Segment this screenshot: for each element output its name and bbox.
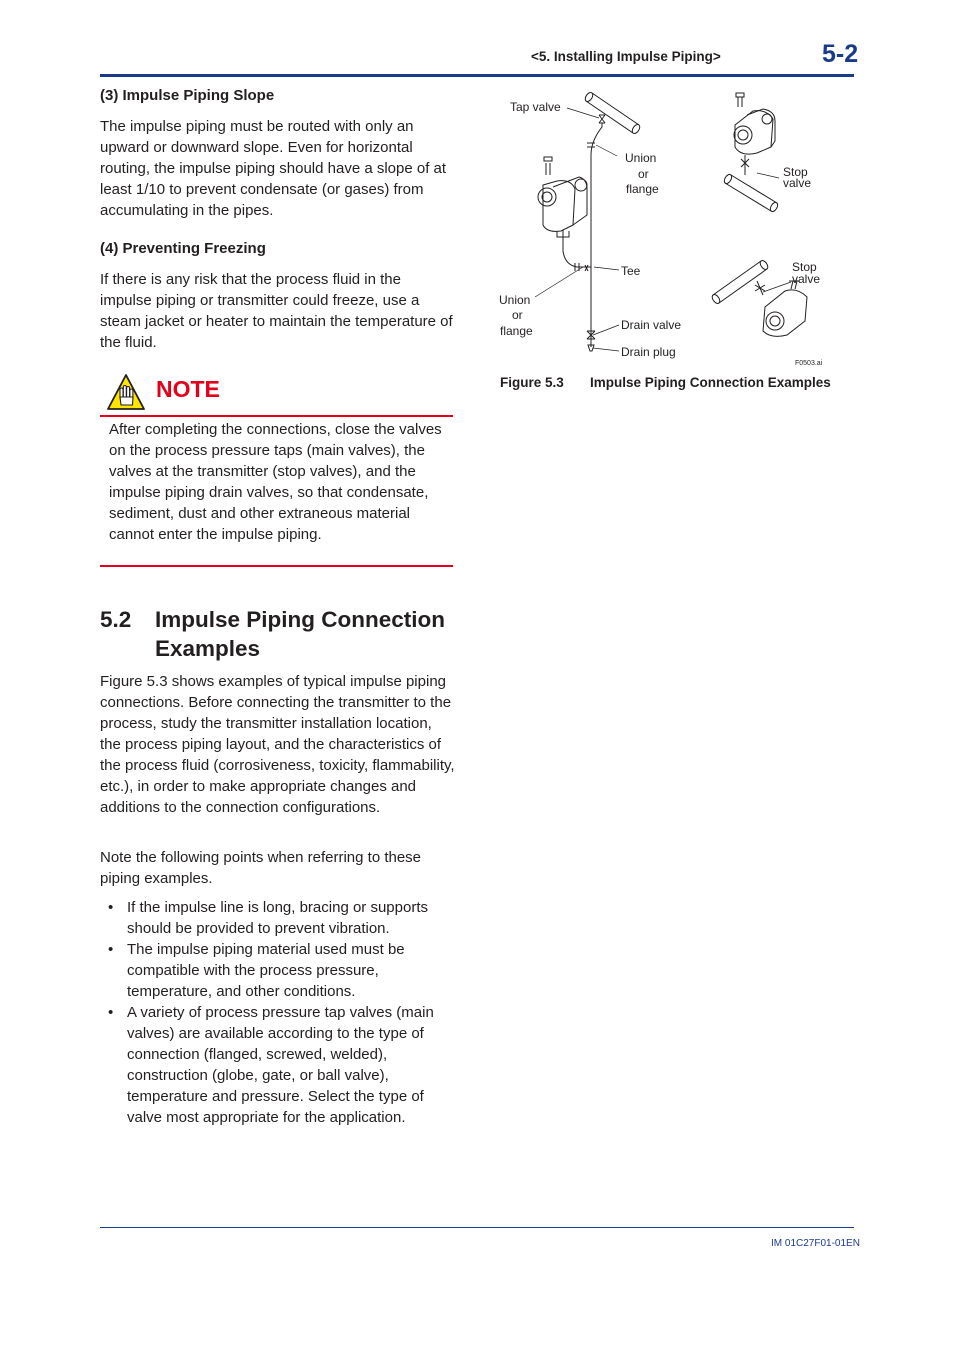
process-pipe-top-right	[723, 173, 779, 213]
label-tee: Tee	[621, 264, 641, 278]
label-stop-valve-2: Stop	[792, 260, 817, 274]
list-item: • A variety of process pressure tap valves (main valves) are available according to the type of connection (flanged, screwed, welded), construction (globe, gate, or ball valve), temperature and pressure. Select the type of valve most appropriate for the application.	[100, 1002, 450, 1128]
note-title: NOTE	[156, 376, 220, 402]
transmitter-left	[538, 157, 587, 237]
note-body: After completing the connections, close the valves on the process pressure taps (main valves), the valves at the transmitter (stop valves), and the impulse piping drain valves, so that condensate, sediment, dust and other extraneous material cannot enter the impulse piping.	[109, 421, 442, 543]
caution-hand-icon	[106, 373, 146, 411]
figure-file-id: F0503.ai	[795, 360, 823, 367]
transmitter-top-right	[734, 93, 775, 175]
label-union-2-flange: flange	[500, 324, 533, 338]
label-stop-valve-1: Stop	[783, 165, 808, 179]
note-bottom-rule	[100, 565, 453, 567]
label-union-2-or: or	[512, 308, 523, 322]
document-id: IM 01C27F01-01EN	[771, 1238, 860, 1249]
list-item: • If the impulse line is long, bracing or supports should be provided to prevent vibration.	[100, 897, 450, 939]
process-pipe-bottom-right	[711, 259, 770, 305]
section-title-line2: Examples	[155, 636, 261, 661]
note-top-rule	[100, 415, 453, 417]
freezing-paragraph: If there is any risk that the process fluid in the impulse piping or transmitter could freeze, use a steam jacket or heater to maintain the temperature of the fluid.	[100, 271, 453, 351]
heading-impulse-piping-slope: (3) Impulse Piping Slope	[100, 87, 275, 104]
process-pipe-left	[584, 91, 642, 135]
label-drain-valve: Drain valve	[621, 318, 682, 332]
figure-caption-number: Figure 5.3	[500, 375, 564, 390]
label-union-1-flange: flange	[626, 182, 659, 196]
running-header: <5. Installing Impulse Piping>	[531, 49, 721, 64]
heading-preventing-freezing: (4) Preventing Freezing	[100, 240, 266, 257]
section-title-line1: Impulse Piping Connection	[155, 607, 446, 632]
page-number: 5-2	[822, 40, 859, 68]
header-rule	[100, 74, 854, 77]
list-item: • The impulse piping material used must be compatible with the process pressure, temperature, and other conditions.	[100, 939, 450, 1002]
label-union-1: Union	[625, 151, 657, 165]
tap-valve-symbol	[599, 115, 605, 123]
intro-paragraph: Figure 5.3 shows examples of typical impulse piping connections. Before connecting the transmitter to the process, study the transmitter installation location, the process piping layout, and the characteristics of the process fluid (corrosiveness, toxicity, flammability, etc.), in order to make appropriate changes and additions to the connection configurations.	[100, 673, 455, 816]
footer-rule	[100, 1227, 854, 1228]
label-drain-plug: Drain plug	[621, 345, 676, 359]
label-stop-valve-2-b: valve	[792, 272, 821, 286]
slope-paragraph: The impulse piping must be routed with only an upward or downward slope. Even for horizontal routing, the impulse piping should have a slope of at least 1/10 to prevent condensate (or gases) from accumulating in the pipes.	[100, 118, 447, 219]
label-tap-valve: Tap valve	[510, 100, 561, 114]
piping-points-list	[100, 897, 450, 1128]
label-stop-valve-1-b: valve	[783, 176, 812, 190]
figure-caption-title: Impulse Piping Connection Examples	[590, 375, 831, 390]
points-paragraph: Note the following points when referring to these piping examples.	[100, 849, 422, 887]
label-union-2: Union	[499, 293, 531, 307]
label-union-1-or: or	[638, 167, 649, 181]
section-number: 5.2	[100, 607, 132, 632]
